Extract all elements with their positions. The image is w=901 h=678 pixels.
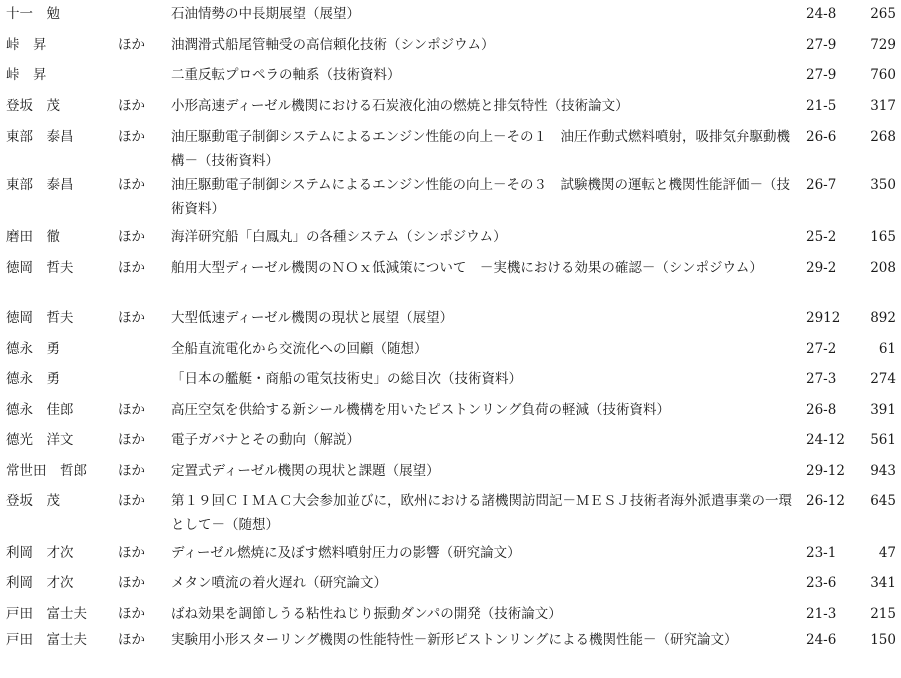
author-name: 登坂 茂 [6,493,60,509]
author-name: 東部 泰昌 [6,129,74,145]
article-title: 小形高速ディーゼル機関における石炭液化油の燃焼と排気特性（技術論文） [171,98,629,114]
volume-issue: 27-2 [806,341,837,357]
page-number: 274 [870,371,896,387]
page-number: 341 [870,575,896,591]
index-entry [0,33,901,57]
index-entry [0,63,901,87]
page-number: 729 [870,37,896,53]
author-name: 德永 勇 [6,371,60,387]
article-title: 石油情勢の中長期展望（展望） [171,6,360,22]
page-number: 61 [878,341,896,357]
article-title: 油圧駆動電子制御システムによるエンジン性能の向上－その１ 油圧作動式燃料噴射，吸排気弁駆動機構－（技術資料） [171,129,790,169]
article-title: 実験用小形スターリング機関の性能特性－新形ピストンリングによる機関性能－（研究論文） [171,632,738,648]
index-entry [0,428,901,452]
volume-issue: 25-2 [806,229,837,245]
page-number: 645 [870,493,896,509]
et-al-marker: ほか [118,260,145,276]
et-al-marker: ほか [118,493,145,509]
page-number: 943 [870,463,896,479]
author-name: 戸田 富士夫 [6,632,87,648]
page-number: 892 [870,310,896,326]
article-title: 油圧駆動電子制御システムによるエンジン性能の向上－その３ 試験機関の運転と機関性能評価－（技術資料） [171,177,790,217]
page-number: 215 [870,606,896,622]
author-name: 利岡 才次 [6,545,74,561]
author-name: 利岡 才次 [6,575,74,591]
page-number: 165 [870,229,896,245]
article-title: 第１９回ＣＩＭＡＣ大会参加並びに，欧州における諸機関訪問記－ＭＥＳＪ技術者海外派遣事業の一環として－（随想） [171,493,792,533]
page-number: 265 [870,6,896,22]
index-entry [0,2,901,26]
article-title: 油潤滑式船尾管軸受の高信頼化技術（シンポジウム） [171,37,495,53]
article-title: 高圧空気を供給する新シール機構を用いたピストンリング負荷の軽減（技術資料） [171,402,670,418]
et-al-marker: ほか [118,463,145,479]
et-al-marker: ほか [118,129,145,145]
author-name: 德永 勇 [6,341,60,357]
page-number: 268 [870,129,896,145]
index-entry [0,256,901,304]
volume-issue: 21-3 [806,606,837,622]
index-entry [0,94,901,118]
volume-issue: 24-12 [806,432,845,448]
index-entry [0,367,901,391]
volume-issue: 23-6 [806,575,837,591]
article-title: 「日本の艦艇・商船の電気技術史」の総目次（技術資料） [171,371,522,387]
index-entry [0,225,901,249]
article-title: 舶用大型ディーゼル機関のＮＯｘ低減策について －実機における効果の確認－（シンポジウム） [171,260,763,276]
et-al-marker: ほか [118,229,145,245]
page-number: 561 [870,432,896,448]
et-al-marker: ほか [118,545,145,561]
author-name: 東部 泰昌 [6,177,74,193]
volume-issue: 27-9 [806,67,837,83]
et-al-marker: ほか [118,575,145,591]
volume-issue: 21-5 [806,98,837,114]
volume-issue: 24-6 [806,632,837,648]
index-entry [0,337,901,361]
volume-issue: 26-12 [806,493,845,509]
et-al-marker: ほか [118,632,145,648]
article-title: 定置式ディーゼル機関の現状と課題（展望） [171,463,440,479]
volume-issue: 26-6 [806,129,837,145]
author-name: 徳岡 哲夫 [6,260,74,276]
article-title: 全船直流電化から交流化への回顧（随想） [171,341,428,357]
index-entry [0,541,901,565]
et-al-marker: ほか [118,606,145,622]
article-title: 大型低速ディーゼル機関の現状と展望（展望） [171,310,454,326]
et-al-marker: ほか [118,177,145,193]
author-name: 十一 勉 [6,6,60,22]
article-title: ディーゼル燃焼に及ぼす燃料噴射圧力の影響（研究論文） [171,545,521,561]
et-al-marker: ほか [118,37,145,53]
page-number: 47 [878,545,896,561]
volume-issue: 24-8 [806,6,837,22]
author-name: 峠 昇 [6,67,47,83]
article-title: 電子ガバナとその動向（解説） [171,432,360,448]
volume-issue: 27-3 [806,371,837,387]
page-number: 350 [870,177,896,193]
index-entry [0,489,901,537]
author-name: 常世田 哲郎 [6,463,87,479]
index-entry [0,173,901,221]
index-entry [0,602,901,626]
page-number: 150 [870,632,896,648]
et-al-marker: ほか [118,402,145,418]
volume-issue: 29-12 [806,463,845,479]
page-number: 760 [870,67,896,83]
volume-issue: 2912 [806,310,841,326]
volume-issue: 23-1 [806,545,837,561]
index-entry [0,398,901,422]
et-al-marker: ほか [118,432,145,448]
author-name: 徳岡 哲夫 [6,310,74,326]
page-number: 317 [870,98,896,114]
et-al-marker: ほか [118,98,145,114]
page-number: 208 [870,260,896,276]
author-name: 德永 佳郎 [6,402,74,418]
et-al-marker: ほか [118,310,145,326]
article-title: 海洋研究船「白鳳丸」の各種システム（シンポジウム） [171,229,507,245]
author-name: 德光 洋文 [6,432,74,448]
index-entry [0,306,901,330]
index-entry [0,628,901,676]
page-number: 391 [870,402,896,418]
article-title: メタン噴流の着火遅れ（研究論文） [171,575,387,591]
index-entry [0,459,901,483]
index-entry [0,571,901,595]
author-name: 峠 昇 [6,37,47,53]
volume-issue: 26-8 [806,402,837,418]
author-name: 戸田 富士夫 [6,606,87,622]
article-title: 二重反転プロペラの軸系（技術資料） [171,67,401,83]
article-title: ばね効果を調節しうる粘性ねじり振動ダンパの開発（技術論文） [171,606,562,622]
author-name: 磨田 徹 [6,229,60,245]
volume-issue: 27-9 [806,37,837,53]
volume-issue: 29-2 [806,260,837,276]
index-entry [0,125,901,173]
volume-issue: 26-7 [806,177,837,193]
author-name: 登坂 茂 [6,98,60,114]
